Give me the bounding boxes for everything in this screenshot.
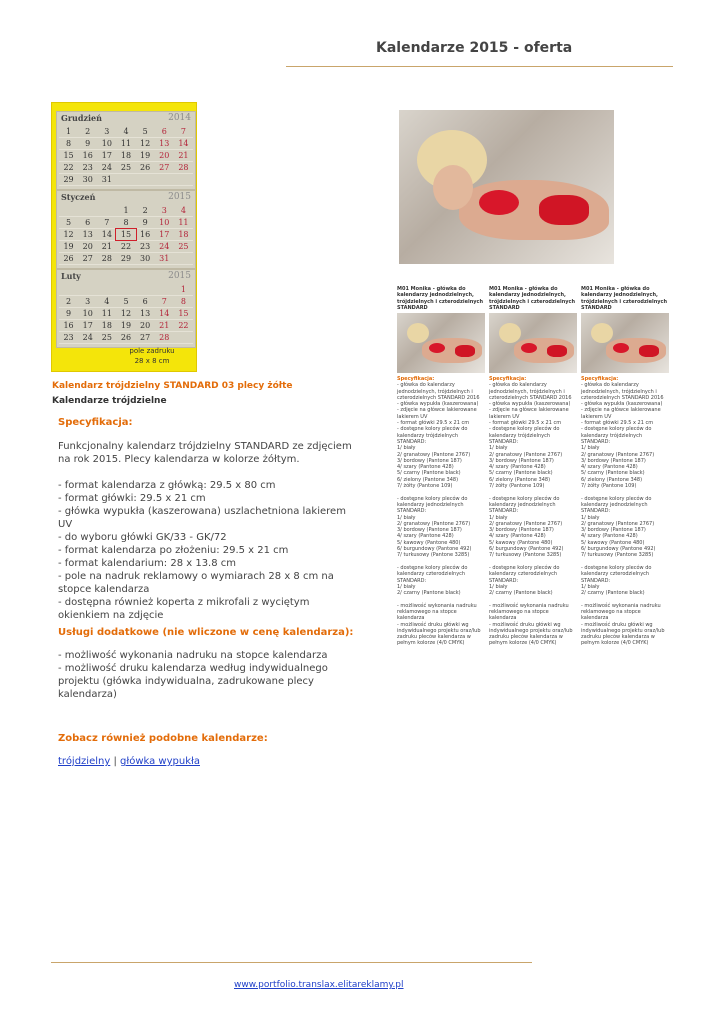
variant-spec-line: - dostępne kolory pleców do kalendarzy trójdzielnych STANDARD: xyxy=(581,426,654,445)
calendar-day: 5 xyxy=(66,218,72,227)
calendar-day xyxy=(174,174,193,185)
variant-spec-line: - dostępne kolory pleców do kalendarzy jednodzielnych STANDARD: xyxy=(581,495,654,515)
variant-spec-line: - dostępne kolory pleców do kalendarzy trójdzielnych STANDARD: xyxy=(397,426,470,445)
calendar-day: 30 xyxy=(82,175,93,184)
calendar-day: 20 xyxy=(159,151,170,160)
calendar-day: 12 xyxy=(120,309,132,318)
calendar-day: 7 xyxy=(180,127,186,136)
calendar-day xyxy=(155,284,174,295)
variant-title: M01 Monika - główka do kalendarzy jednodzielnych, trójdzielnych i czterodzielnych STANDARD xyxy=(581,286,668,311)
header-divider xyxy=(286,66,673,67)
spec-item: - dostępna również koperta z mikrofali z wyciętym okienkiem na zdjęcie xyxy=(58,597,310,621)
month-name: Grudzień xyxy=(61,113,102,123)
calendar-day xyxy=(174,332,193,343)
variant-spec-line: 7/ turkusowy (Pantone 3285) xyxy=(581,552,654,559)
variant-thumbnail[interactable] xyxy=(489,313,577,373)
spec-item: - format kalendarza z główką: 29.5 x 80 cm xyxy=(58,480,276,491)
calendar-day: 23 xyxy=(140,242,151,251)
calendar-day: 28 xyxy=(178,163,189,172)
calendar-day: 15 xyxy=(116,229,135,240)
calendar-day: 18 xyxy=(178,230,189,239)
calendar-day: 27 xyxy=(159,163,170,172)
variant-spec-line: - możliwość wykonania nadruku reklamowego na stopce kalendarza xyxy=(397,602,479,622)
variant-spec-line: 6/ burgundowy (Pantone 492) xyxy=(581,546,656,553)
variant-spec-line: 5/ czarny (Pantone black) xyxy=(489,470,553,477)
variant-spec-lines xyxy=(581,382,669,646)
calendar-image xyxy=(51,102,197,372)
variant-spec-line: 3/ bordowy (Pantone 187) xyxy=(581,527,646,534)
print-area-label: pole zadruku 28 x 8 cm xyxy=(129,347,175,365)
variant-spec-line: 1/ biały xyxy=(397,445,416,452)
calendar-day: 25 xyxy=(101,333,112,342)
service-item: - możliwość druku kalendarza według indywidualnego projektu (główka indywidualna, zadrukowane plecy kalendarza) xyxy=(58,663,328,700)
calendar-day: 11 xyxy=(120,139,132,148)
calendar-day xyxy=(136,174,155,185)
variant-spec-line: 3/ bordowy (Pantone 187) xyxy=(489,527,554,534)
calendar-day: 12 xyxy=(63,230,74,239)
calendar-day: 22 xyxy=(63,163,74,172)
month-name: Styczeń xyxy=(61,192,96,202)
calendar-day: 15 xyxy=(178,309,189,318)
variant-spec-line: 1/ biały xyxy=(489,583,508,590)
calendar-day: 29 xyxy=(63,175,74,184)
variant-spec-line: 1/ biały xyxy=(489,445,508,452)
calendar-day: 5 xyxy=(123,297,129,306)
link-trojdzielny[interactable]: trójdzielny xyxy=(58,756,111,767)
calendar-day xyxy=(78,284,97,295)
variant-thumbnail[interactable] xyxy=(397,313,485,373)
variant-spec-heading: Specyfikacja: xyxy=(489,376,527,382)
calendar-day: 5 xyxy=(142,127,148,136)
calendar-day: 29 xyxy=(120,254,132,263)
variant-spec-line: - format główki 29.5 x 21 cm xyxy=(581,420,654,427)
variant-spec-lines xyxy=(397,382,485,646)
calendar-day xyxy=(116,174,135,185)
calendar-day: 12 xyxy=(140,139,151,148)
calendar-day: 13 xyxy=(82,230,93,239)
variant-spec-heading: Specyfikacja: xyxy=(581,376,619,382)
spec-item: - format kalendarium: 28 x 13.8 cm xyxy=(58,558,237,569)
calendar-day: 1 xyxy=(180,285,186,294)
calendar-day: 26 xyxy=(140,163,151,172)
calendar-day: 22 xyxy=(178,321,189,330)
variant-spec-line: 5/ kawowy (Pantone 480) xyxy=(397,539,461,546)
variant-thumbnail[interactable] xyxy=(581,313,669,373)
calendar-day: 30 xyxy=(140,254,151,263)
month-year: 2015 xyxy=(168,271,191,281)
calendar-day: 8 xyxy=(66,139,72,148)
variant-spec-lines xyxy=(489,382,577,646)
calendar-day: 23 xyxy=(63,333,74,342)
variant-spec-line: - możliwość wykonania nadruku reklamowego na stopce kalendarza xyxy=(489,602,571,622)
spec-item: - format główki: 29.5 x 21 cm xyxy=(58,493,206,504)
calendar-day xyxy=(116,284,135,295)
calendar-day: 14 xyxy=(159,309,170,318)
link-glowka-wypukla[interactable]: główka wypukła xyxy=(120,756,200,767)
calendar-day: 16 xyxy=(140,230,151,239)
variant-spec-line: - zdjęcie na główce lakierowane lakierem UV xyxy=(581,407,663,420)
variant-spec-line: - format główki 29.5 x 21 cm xyxy=(397,420,470,427)
variant-spec-heading: Specyfikacja: xyxy=(397,376,435,382)
calendar-day: 26 xyxy=(63,254,74,263)
variant-spec-line: - dostępne kolory pleców do kalendarzy czterodzielnych STANDARD: xyxy=(581,564,654,584)
variant-spec-line: 1/ biały xyxy=(581,583,600,590)
calendar-day: 7 xyxy=(161,297,167,306)
product-photo xyxy=(399,110,614,264)
variant-spec-line: 2/ granatowy (Pantone 2767) xyxy=(397,451,471,458)
product-title: Kalendarz trójdzielny STANDARD 03 plecy żółte xyxy=(52,381,293,391)
variant-spec-line: 2/ granatowy (Pantone 2767) xyxy=(489,451,563,458)
calendar-day: 3 xyxy=(161,206,167,215)
calendar-day: 13 xyxy=(159,139,170,148)
variant-column xyxy=(397,286,485,647)
calendar-day: 17 xyxy=(82,321,93,330)
variant-spec-line: 1/ biały xyxy=(489,514,508,521)
calendar-day: 8 xyxy=(180,297,186,306)
calendar-day: 28 xyxy=(101,254,112,263)
spec-item: - pole na nadruk reklamowy o wymiarach 28 x 8 cm na stopce kalendarza xyxy=(58,571,334,595)
variant-spec-line: 7/ turkusowy (Pantone 3285) xyxy=(489,552,562,559)
calendar-day: 8 xyxy=(123,218,129,227)
variant-spec-line: 4/ szary (Pantone 428) xyxy=(581,533,638,540)
link-separator: | xyxy=(110,756,121,767)
calendar-month xyxy=(56,190,196,269)
variant-spec-line: 7/ turkusowy (Pantone 3285) xyxy=(397,552,470,559)
variant-spec-line: - główka do kalendarzy jednodzielnych, trójdzielnych i czterodzielnych STANDARD 2016 xyxy=(581,382,664,401)
month-year: 2015 xyxy=(168,192,191,202)
calendar-day: 31 xyxy=(159,254,170,263)
variant-spec-line: - zdjęcie na główce lakierowane lakierem UV xyxy=(397,407,479,420)
calendar-day: 16 xyxy=(63,321,74,330)
calendar-day: 4 xyxy=(180,206,186,215)
calendar-day: 19 xyxy=(63,242,74,251)
specification-heading: Specyfikacja: xyxy=(58,417,133,428)
variant-spec-line: - główka wypukła (kaszerowana) xyxy=(489,401,571,408)
calendar-day: 14 xyxy=(101,230,112,239)
variant-spec-line: 2/ granatowy (Pantone 2767) xyxy=(581,520,655,527)
services-list xyxy=(58,649,358,701)
variant-spec-line: 5/ czarny (Pantone black) xyxy=(581,470,645,477)
calendar-day: 20 xyxy=(140,321,151,330)
calendar-day: 2 xyxy=(142,206,148,215)
variant-spec-line: 4/ szary (Pantone 428) xyxy=(397,533,454,540)
calendar-day: 6 xyxy=(161,127,167,136)
variant-spec-line: - możliwość wykonania nadruku reklamowego na stopce kalendarza xyxy=(581,602,663,622)
calendar-day: 11 xyxy=(178,218,189,227)
variant-spec-line: - format główki 29.5 x 21 cm xyxy=(489,420,562,427)
calendar-day xyxy=(78,205,97,216)
variant-spec-line: 1/ biały xyxy=(397,583,416,590)
variant-spec-line: - główka wypukła (kaszerowana) xyxy=(581,401,663,408)
variant-spec-line: 6/ zielony (Pantone 348) xyxy=(397,476,459,483)
variant-spec-line: 5/ czarny (Pantone black) xyxy=(397,470,461,477)
variant-spec-line: - główka wypukła (kaszerowana) xyxy=(397,401,479,408)
calendar-day: 19 xyxy=(120,321,132,330)
calendar-day: 17 xyxy=(159,230,170,239)
variant-spec-line: 1/ biały xyxy=(581,514,600,521)
calendar-day: 3 xyxy=(104,127,110,136)
variant-spec-line: 6/ zielony (Pantone 348) xyxy=(489,476,551,483)
calendar-day: 23 xyxy=(82,163,93,172)
calendar-day: 6 xyxy=(85,218,91,227)
calendar-day: 13 xyxy=(140,309,151,318)
spec-item: - format kalendarza po złożeniu: 29.5 x 21 cm xyxy=(58,545,289,556)
calendar-month xyxy=(56,269,196,348)
calendar-day xyxy=(59,205,78,216)
variant-spec-line: - główka do kalendarzy jednodzielnych, trójdzielnych i czterodzielnych STANDARD 2016 xyxy=(489,382,572,401)
variant-spec-line: 2/ granatowy (Pantone 2767) xyxy=(581,451,655,458)
calendar-day: 21 xyxy=(178,151,189,160)
calendar-month xyxy=(56,111,196,190)
calendar-day: 17 xyxy=(101,151,112,160)
calendar-day: 18 xyxy=(120,151,132,160)
calendar-day: 2 xyxy=(66,297,72,306)
variant-spec-line: 6/ zielony (Pantone 348) xyxy=(581,476,643,483)
calendar-day: 28 xyxy=(159,333,170,342)
calendar-day xyxy=(174,253,193,264)
description-text: Funkcjonalny kalendarz trójdzielny STANDARD ze zdjęciem na rok 2015. Plecy kalendarza w kolorze żółtym. xyxy=(58,441,352,465)
calendar-day: 10 xyxy=(159,218,170,227)
variant-spec-line: 7/ żółty (Pantone 109) xyxy=(581,483,637,490)
spec-item: - do wyboru główki GK/33 - GK/72 xyxy=(58,532,227,543)
variant-spec-line: - dostępne kolory pleców do kalendarzy czterodzielnych STANDARD: xyxy=(397,564,470,584)
calendar-day: 14 xyxy=(178,139,189,148)
spec-item: - główka wypukła (kaszerowana) uszlachetniona lakierem UV xyxy=(58,506,346,530)
calendar-day: 4 xyxy=(104,297,110,306)
calendar-day: 9 xyxy=(85,139,91,148)
spec-list xyxy=(58,479,358,622)
calendar-day: 4 xyxy=(123,127,129,136)
calendar-day: 7 xyxy=(104,218,110,227)
product-category: Kalendarze trójdzielne xyxy=(52,396,167,406)
services-heading: Usługi dodatkowe (nie wliczone w cenę kalendarza): xyxy=(58,627,354,638)
variant-spec-line: 6/ burgundowy (Pantone 492) xyxy=(397,546,472,553)
calendar-day: 3 xyxy=(85,297,91,306)
variant-spec-line: 2/ czarny (Pantone black) xyxy=(581,590,645,597)
calendar-day: 27 xyxy=(82,254,93,263)
variant-spec-line: 5/ kawowy (Pantone 480) xyxy=(489,539,553,546)
variant-spec-line: 6/ burgundowy (Pantone 492) xyxy=(489,546,564,553)
related-links xyxy=(58,756,200,767)
calendar-day xyxy=(59,284,78,295)
variant-spec-line: - dostępne kolory pleców do kalendarzy trójdzielnych STANDARD: xyxy=(489,426,562,445)
variant-spec-line: 3/ bordowy (Pantone 187) xyxy=(489,457,554,464)
variant-spec-line: - możliwość druku główki wg indywidualnego projektu oraz/lub zadruku pleców kalendarza w pełnym kolorze (4/0 CMYK) xyxy=(489,621,575,647)
variant-spec-line: 5/ kawowy (Pantone 480) xyxy=(581,539,645,546)
variant-spec-line: 4/ szary (Pantone 428) xyxy=(489,533,546,540)
variant-spec-line: 1/ biały xyxy=(397,514,416,521)
variant-spec-line: 2/ granatowy (Pantone 2767) xyxy=(397,520,471,527)
calendar-day: 9 xyxy=(66,309,72,318)
calendar-day xyxy=(97,205,116,216)
variant-spec-line: 4/ szary (Pantone 428) xyxy=(489,464,546,471)
calendar-day: 26 xyxy=(120,333,132,342)
calendar-day: 25 xyxy=(120,163,132,172)
variant-spec-line: 2/ czarny (Pantone black) xyxy=(489,590,553,597)
variant-title: M01 Monika - główka do kalendarzy jednodzielnych, trójdzielnych i czterodzielnych STANDARD xyxy=(489,286,576,311)
calendar-day xyxy=(155,174,174,185)
calendar-day: 24 xyxy=(159,242,170,251)
month-name: Luty xyxy=(61,271,81,281)
calendar-day: 2 xyxy=(85,127,91,136)
variant-spec-line: - zdjęcie na główce lakierowane lakierem UV xyxy=(489,407,571,420)
calendar-day: 1 xyxy=(123,206,129,215)
calendar-day: 22 xyxy=(120,242,132,251)
calendar-day xyxy=(136,284,155,295)
calendar-day: 11 xyxy=(101,309,112,318)
calendar-day: 15 xyxy=(63,151,74,160)
calendar-day: 27 xyxy=(140,333,151,342)
variant-spec-line: 3/ bordowy (Pantone 187) xyxy=(581,457,646,464)
calendar-day xyxy=(97,284,116,295)
variant-spec-line: - dostępne kolory pleców do kalendarzy jednodzielnych STANDARD: xyxy=(397,495,470,515)
variant-spec-line: - możliwość druku główki wg indywidualnego projektu oraz/lub zadruku pleców kalendarza w pełnym kolorze (4/0 CMYK) xyxy=(581,621,667,647)
service-item: - możliwość wykonania nadruku na stopce kalendarza xyxy=(58,650,328,661)
page-title: Kalendarze 2015 - oferta xyxy=(376,40,573,56)
calendar-day: 31 xyxy=(101,175,112,184)
month-year: 2014 xyxy=(168,113,191,123)
variant-title: M01 Monika - główka do kalendarzy jednodzielnych, trójdzielnych i czterodzielnych STANDARD xyxy=(397,286,484,311)
variant-spec-line: 4/ szary (Pantone 428) xyxy=(397,464,454,471)
calendar-day: 25 xyxy=(178,242,189,251)
calendar-day: 24 xyxy=(82,333,93,342)
variant-column xyxy=(489,286,577,647)
calendar-day: 20 xyxy=(82,242,93,251)
product-description xyxy=(58,440,358,622)
calendar-day: 6 xyxy=(142,297,148,306)
variant-spec-line: 7/ żółty (Pantone 109) xyxy=(489,483,545,490)
calendar-day: 10 xyxy=(101,139,112,148)
calendar-day: 24 xyxy=(101,163,112,172)
variant-spec-line: 7/ żółty (Pantone 109) xyxy=(397,483,453,490)
calendar-day: 16 xyxy=(82,151,93,160)
variant-spec-line: 2/ granatowy (Pantone 2767) xyxy=(489,520,563,527)
variant-spec-line: - możliwość druku główki wg indywidualnego projektu oraz/lub zadruku pleców kalendarza w pełnym kolorze (4/0 CMYK) xyxy=(397,621,483,647)
variant-spec-line: 3/ bordowy (Pantone 187) xyxy=(397,527,462,534)
variant-spec-line: - dostępne kolory pleców do kalendarzy czterodzielnych STANDARD: xyxy=(489,564,562,584)
calendar-day: 21 xyxy=(101,242,112,251)
variant-spec-line: - dostępne kolory pleców do kalendarzy jednodzielnych STANDARD: xyxy=(489,495,562,515)
calendar-day: 9 xyxy=(142,218,148,227)
calendar-day: 18 xyxy=(101,321,112,330)
calendar-day: 1 xyxy=(66,127,72,136)
see-also-heading: Zobacz również podobne kalendarze: xyxy=(58,733,268,744)
variant-spec-line: 1/ biały xyxy=(581,445,600,452)
footer-divider xyxy=(51,962,532,963)
calendar-day: 10 xyxy=(82,309,93,318)
footer-website-link[interactable]: www.portfolio.translax.elitareklamy.pl xyxy=(234,980,404,990)
calendar-day: 19 xyxy=(140,151,151,160)
calendar-day: 21 xyxy=(159,321,170,330)
variant-spec-line: - główka do kalendarzy jednodzielnych, trójdzielnych i czterodzielnych STANDARD 2016 xyxy=(397,382,480,401)
variant-spec-line: 3/ bordowy (Pantone 187) xyxy=(397,457,462,464)
variant-spec-line: 4/ szary (Pantone 428) xyxy=(581,464,638,471)
variant-spec-line: 2/ czarny (Pantone black) xyxy=(397,590,461,597)
variant-column xyxy=(581,286,669,647)
